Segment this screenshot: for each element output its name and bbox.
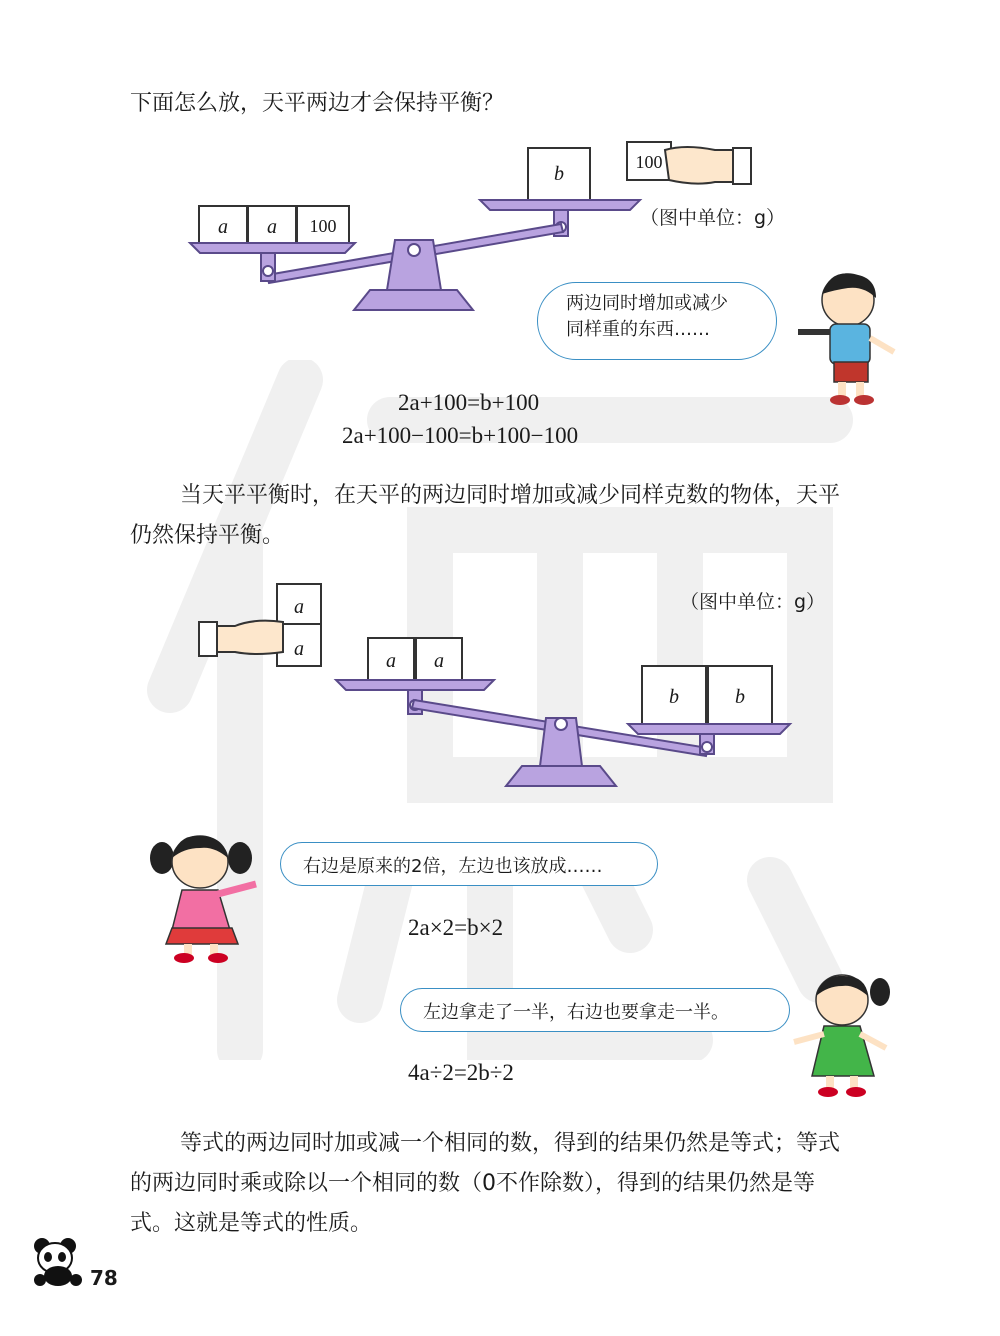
equation: 2a+100=b+100 [398, 390, 540, 415]
paragraph-line: 当天平平衡时，在天平的两边同时增加或减少同样克数的物体，天平 [180, 483, 841, 508]
box-label: a [434, 650, 444, 672]
paragraph-line: 式。这就是等式的性质。 [130, 1211, 373, 1236]
box-label: 100 [309, 216, 337, 236]
speech-bubble-boy [537, 282, 777, 360]
paragraph-line: 的两边同时乘或除以一个相同的数（0不作除数），得到的结果仍然是等 [130, 1171, 815, 1196]
box-label: b [554, 163, 564, 185]
paragraph-line: 等式的两边同时加或减一个相同的数，得到的结果仍然是等式；等式 [180, 1131, 841, 1156]
bubble-text: 左边拿走了一半，右边也要拿走一半。 [423, 1002, 729, 1023]
bubble-text: 右边是原来的2倍，左边也该放成…… [303, 856, 603, 877]
equation: 4a÷2=2b÷2 [408, 1060, 514, 1085]
box-label: b [735, 686, 745, 708]
box-label: 100 [635, 152, 663, 172]
unit-note: （图中单位：g） [680, 591, 826, 613]
paragraph-line: 仍然保持平衡。 [130, 523, 285, 548]
panda-icon [30, 1236, 86, 1288]
box-label: a [386, 650, 396, 672]
equation: 2a×2=b×2 [408, 915, 504, 940]
page-number: 78 [90, 1266, 118, 1290]
box-label: b [669, 686, 679, 708]
speech-bubble-girl-1 [280, 842, 658, 886]
box-label: a [294, 638, 304, 660]
box-label: a [218, 216, 228, 238]
unit-note: （图中单位：g） [640, 207, 786, 229]
box-label: a [267, 216, 277, 238]
boy-figure [790, 268, 910, 408]
box-label: a [294, 596, 304, 618]
question-text: 下面怎么放，天平两边才会保持平衡？ [130, 91, 505, 116]
bubble-line: 同样重的东西…… [566, 319, 710, 340]
bubble-line: 两边同时增加或减少 [566, 293, 728, 314]
speech-bubble-girl-2 [400, 988, 790, 1032]
equation: 2a+100−100=b+100−100 [342, 423, 579, 448]
girl-figure [790, 972, 900, 1100]
girl-figure [148, 832, 268, 964]
